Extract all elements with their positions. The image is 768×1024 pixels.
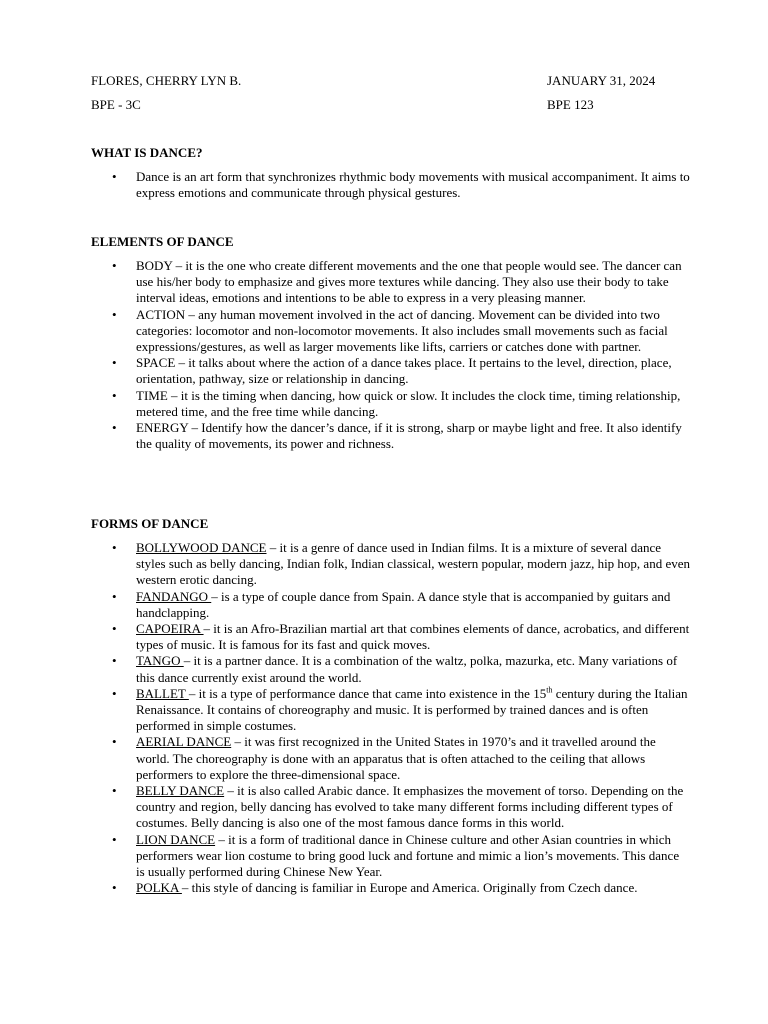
list-item: • Dance is an art form that synchronizes rhythmic body movements with musical accompaniment. It aims to express emotions and communicate through physical gestures. (91, 169, 691, 201)
forms-of-dance-heading: FORMS OF DANCE (91, 516, 209, 531)
form-bollywood (91, 540, 691, 589)
form-description: – it is also called Arabic dance. It emphasizes the movement of torso. Depending on the country and region, belly dancing has evolved to take many different forms including different types of costumes. Belly dancing is also one of the most famous dance forms in this world. (136, 783, 684, 831)
what-is-dance-heading: WHAT IS DANCE? (91, 145, 203, 160)
form-description: – it is a form of traditional dance in Chinese culture and other Asian countries in which performers wear lion costume to bring good luck and fortune and mimic a lion’s movements. This dance is usually performed during Chinese New Year. (136, 831, 680, 880)
form-capoeira (91, 621, 691, 653)
form-ballet (91, 686, 691, 735)
form-term: TANGO (136, 653, 184, 669)
element-space: • SPACE – it talks about where the action of a dance takes place. It pertains to the level, direction, place, orientation, pathway, size or relationship in dancing. (91, 355, 691, 387)
what-is-dance-list (91, 169, 691, 201)
form-description: – it is a partner dance. It is a combination of the waltz, polka, mazurka, etc. Many variations of this dance currently exist around the world. (136, 653, 678, 685)
form-description-cont: century during the Italian Renaissance. It contains of choreography and music. It is performed by trained dances and is often performed in simple costumes. (136, 685, 688, 734)
superscript: th (546, 685, 553, 695)
elements-of-dance-list (91, 258, 691, 452)
form-polka (91, 880, 691, 896)
student-section: BPE - 3C (91, 97, 141, 112)
form-description: – it was first recognized in the United States in 1970’s and it travelled around the world. The choreography is done with an apparatus that is often attached to the ceiling that allows performers to explore the three-dimensional space. (136, 734, 656, 782)
element-body: • BODY – it is the one who create different movements and the one that people would see. The dancer can use his/her body to emphasize and gives more textures while dancing. They also use their body to take interval ideas, emotions and intentions to be able to express in a very pleasing manner. (91, 258, 691, 307)
forms-of-dance-list (91, 540, 691, 896)
form-belly-dance (91, 783, 691, 832)
form-tango (91, 653, 691, 685)
form-term: AERIAL DANCE (136, 734, 232, 750)
form-description: – is a type of couple dance from Spain. A dance style that is accompanied by guitars and handclapping. (136, 588, 671, 620)
form-description: – it is an Afro-Brazilian martial art that combines elements of dance, acrobatics, and different types of music. It is famous for its fast and quick moves. (136, 621, 690, 653)
form-description: – it is a genre of dance used in Indian films. It is a mixture of several dance styles such as belly dancing, Indian folk, Indian classical, western popular, modern jazz, hip hop, and even western erotic dancing. (136, 540, 690, 588)
form-description: – this style of dancing is familiar in Europe and America. Originally from Czech dance. (181, 880, 638, 896)
form-term: FANDANGO (136, 588, 212, 604)
form-term: CAPOEIRA (136, 621, 204, 637)
course-code: BPE 123 (547, 97, 594, 112)
form-aerial-dance (91, 734, 691, 783)
form-lion-dance (91, 832, 691, 881)
form-description: – it is a type of performance dance that came into existence in the 15 (188, 685, 547, 701)
element-action: • ACTION – any human movement involved in the act of dancing. Movement can be divided into two categories: locomotor and non-locomotor movements. It also includes small movements such as facial expressions/gestures, as well as larger movements like lifts, carriers or catches done with partner. (91, 307, 691, 356)
form-fandango (91, 589, 691, 621)
student-name: FLORES, CHERRY LYN B. (91, 73, 242, 88)
form-term: BALLET (136, 685, 189, 701)
document-date: JANUARY 31, 2024 (547, 73, 656, 88)
element-time: • TIME – it is the timing when dancing, how quick or slow. It includes the clock time, timing relationship, metered time, and the free time while dancing. (91, 388, 691, 420)
form-term: BOLLYWOOD DANCE (136, 540, 267, 555)
form-term: POLKA (136, 880, 182, 896)
elements-of-dance-heading: ELEMENTS OF DANCE (91, 234, 234, 249)
form-term: BELLY DANCE (136, 783, 225, 799)
element-energy: • ENERGY – Identify how the dancer’s dance, if it is strong, sharp or maybe light and free. It also identify the quality of movements, its power and richness. (91, 420, 691, 452)
form-term: LION DANCE (136, 831, 216, 847)
